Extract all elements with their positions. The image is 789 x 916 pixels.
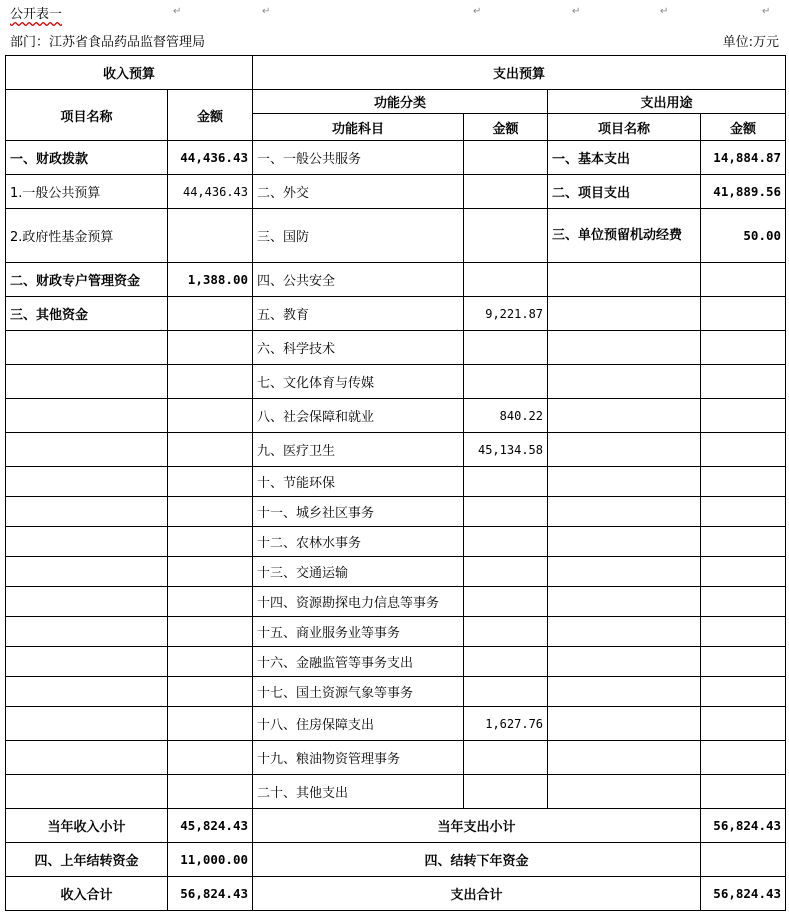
usage-item-amount [701,497,786,527]
table-row [6,775,786,809]
functional-subject-amount [464,647,548,677]
income-item-amount [168,365,253,399]
functional-subject-name: 二、外交 [253,175,464,209]
income-item-amount [168,497,253,527]
income-item-amount [168,467,253,497]
income-item-amount [168,209,253,263]
paragraph-mark-icon: ↵ [173,6,182,17]
income-item-amount [168,617,253,647]
table-row [6,263,786,297]
functional-subject-amount: 45,134.58 [464,433,548,467]
income-item-name [6,365,168,399]
usage-item-amount [701,557,786,587]
table-row [6,433,786,467]
usage-item-name [548,677,701,707]
usage-item-amount [701,297,786,331]
income-item-amount: 1,388.00 [168,263,253,297]
expense-total-amount: 56,824.43 [701,877,786,911]
functional-subject-amount [464,331,548,365]
functional-subject-amount [464,557,548,587]
total-row [6,809,786,843]
functional-subject-name: 十六、金融监管等事务支出 [253,647,464,677]
col-header-usage-amount: 金额 [701,114,786,141]
functional-subject-amount [464,497,548,527]
table-row [6,557,786,587]
income-subtotal-amount: 45,824.43 [168,809,253,843]
income-item-name [6,587,168,617]
usage-item-name [548,433,701,467]
usage-item-name: 三、单位预留机动经费 [548,209,701,263]
usage-item-name [548,365,701,399]
expense-total-label: 支出合计 [253,877,701,911]
functional-subject-name: 二十、其他支出 [253,775,464,809]
functional-subject-name: 一、一般公共服务 [253,141,464,175]
usage-item-amount [701,467,786,497]
functional-subject-amount [464,263,548,297]
table-row [6,175,786,209]
functional-subject-name: 十二、农林水事务 [253,527,464,557]
functional-subject-amount [464,741,548,775]
functional-subject-name: 六、科学技术 [253,331,464,365]
income-item-name [6,707,168,741]
usage-item-amount [701,433,786,467]
income-item-amount [168,775,253,809]
total-row [6,843,786,877]
income-item-name [6,331,168,365]
usage-item-name [548,775,701,809]
income-item-name [6,677,168,707]
income-item-name: 2.政府性基金预算 [6,209,168,263]
functional-subject-amount [464,365,548,399]
income-item-name: 1.一般公共预算 [6,175,168,209]
table-row [6,617,786,647]
carryover-out-label: 四、结转下年资金 [253,843,701,877]
income-item-name [6,433,168,467]
functional-subject-name: 十五、商业服务业等事务 [253,617,464,647]
income-item-amount [168,707,253,741]
table-row [6,741,786,775]
table-row [6,365,786,399]
table-row [6,297,786,331]
table-row [6,497,786,527]
table-row [6,527,786,557]
usage-item-name [548,497,701,527]
expense-budget-header: 支出预算 [253,56,786,90]
col-header-functional-amount: 金额 [464,114,548,141]
functional-subject-amount: 1,627.76 [464,707,548,741]
income-item-name: 一、财政拨款 [6,141,168,175]
carryover-in-amount: 11,000.00 [168,843,253,877]
income-item-name [6,467,168,497]
department-label: 部门：江苏省食品药品监督管理局 [10,35,206,50]
income-item-amount [168,557,253,587]
usage-item-name [548,557,701,587]
functional-subject-name: 十七、国土资源气象等事务 [253,677,464,707]
col-header-usage-item: 项目名称 [548,114,701,141]
functional-subject-amount [464,527,548,557]
table-row [6,467,786,497]
usage-item-amount [701,527,786,557]
functional-subject-amount [464,587,548,617]
usage-item-amount [701,331,786,365]
income-item-amount [168,647,253,677]
expense-subtotal-label: 当年支出小计 [253,809,701,843]
income-item-amount [168,399,253,433]
usage-item-amount [701,775,786,809]
functional-subject-name: 十一、城乡社区事务 [253,497,464,527]
functional-subject-name: 十九、粮油物资管理事务 [253,741,464,775]
table-row [6,677,786,707]
usage-item-name [548,587,701,617]
income-item-name [6,617,168,647]
income-item-name [6,497,168,527]
income-item-amount [168,527,253,557]
table-row [6,331,786,365]
table-row [6,647,786,677]
col-header-functional-subject: 功能科目 [253,114,464,141]
usage-item-name [548,527,701,557]
income-item-amount [168,587,253,617]
paragraph-mark-icon: ↵ [262,6,271,17]
functional-classification-header: 功能分类 [253,90,548,114]
income-item-amount [168,677,253,707]
income-item-name [6,527,168,557]
usage-item-amount [701,399,786,433]
income-item-amount [168,741,253,775]
functional-subject-name: 九、医疗卫生 [253,433,464,467]
usage-item-amount: 41,889.56 [701,175,786,209]
usage-item-name [548,399,701,433]
income-subtotal-label: 当年收入小计 [6,809,168,843]
income-item-amount [168,331,253,365]
paragraph-mark-icon: ↵ [660,6,669,17]
functional-subject-amount [464,467,548,497]
income-item-name: 二、财政专户管理资金 [6,263,168,297]
usage-item-name [548,741,701,775]
carryover-out-amount [701,843,786,877]
budget-table [5,55,786,911]
usage-item-amount: 50.00 [701,209,786,263]
functional-subject-name: 七、文化体育与传媒 [253,365,464,399]
usage-item-name [548,467,701,497]
functional-subject-name: 五、教育 [253,297,464,331]
functional-subject-amount [464,141,548,175]
usage-item-name: 二、项目支出 [548,175,701,209]
income-item-name [6,557,168,587]
usage-item-name [548,263,701,297]
usage-item-amount [701,365,786,399]
functional-subject-amount [464,677,548,707]
page-title: 公开表一 [10,7,63,22]
table-row [6,587,786,617]
paragraph-mark-icon: ↵ [473,6,482,17]
functional-subject-name: 四、公共安全 [253,263,464,297]
usage-item-amount [701,707,786,741]
income-budget-header: 收入预算 [6,56,253,90]
unit-label: 单位:万元 [722,35,779,50]
income-total-amount: 56,824.43 [168,877,253,911]
income-item-amount: 44,436.43 [168,141,253,175]
usage-item-name [548,297,701,331]
income-item-amount [168,297,253,331]
expense-subtotal-amount: 56,824.43 [701,809,786,843]
income-item-name: 三、其他资金 [6,297,168,331]
income-item-name [6,741,168,775]
table-row [6,399,786,433]
usage-item-amount [701,587,786,617]
usage-item-amount [701,677,786,707]
paragraph-mark-icon: ↵ [572,6,581,17]
usage-item-amount: 14,884.87 [701,141,786,175]
usage-item-name [548,331,701,365]
functional-subject-name: 十、节能环保 [253,467,464,497]
usage-item-name [548,617,701,647]
functional-subject-amount [464,775,548,809]
expense-usage-header: 支出用途 [548,90,786,114]
functional-subject-name: 十三、交通运输 [253,557,464,587]
col-header-amount: 金额 [168,90,253,141]
functional-subject-amount [464,209,548,263]
usage-item-amount [701,617,786,647]
table-row [6,707,786,741]
table-row [6,141,786,175]
usage-item-amount [701,741,786,775]
functional-subject-name: 十四、资源勘探电力信息等事务 [253,587,464,617]
functional-subject-name: 三、国防 [253,209,464,263]
functional-subject-amount: 9,221.87 [464,297,548,331]
paragraph-mark-icon: ↵ [762,6,771,17]
carryover-in-label: 四、上年结转资金 [6,843,168,877]
table-row [6,209,786,263]
col-header-item-name: 项目名称 [6,90,168,141]
functional-subject-amount [464,617,548,647]
income-total-label: 收入合计 [6,877,168,911]
functional-subject-name: 十八、住房保障支出 [253,707,464,741]
total-row [6,877,786,911]
functional-subject-name: 八、社会保障和就业 [253,399,464,433]
functional-subject-amount [464,175,548,209]
income-item-name [6,399,168,433]
income-item-amount [168,433,253,467]
usage-item-amount [701,647,786,677]
usage-item-name: 一、基本支出 [548,141,701,175]
income-item-name [6,775,168,809]
functional-subject-amount: 840.22 [464,399,548,433]
usage-item-name [548,707,701,741]
income-item-amount: 44,436.43 [168,175,253,209]
usage-item-name [548,647,701,677]
usage-item-amount [701,263,786,297]
income-item-name [6,647,168,677]
